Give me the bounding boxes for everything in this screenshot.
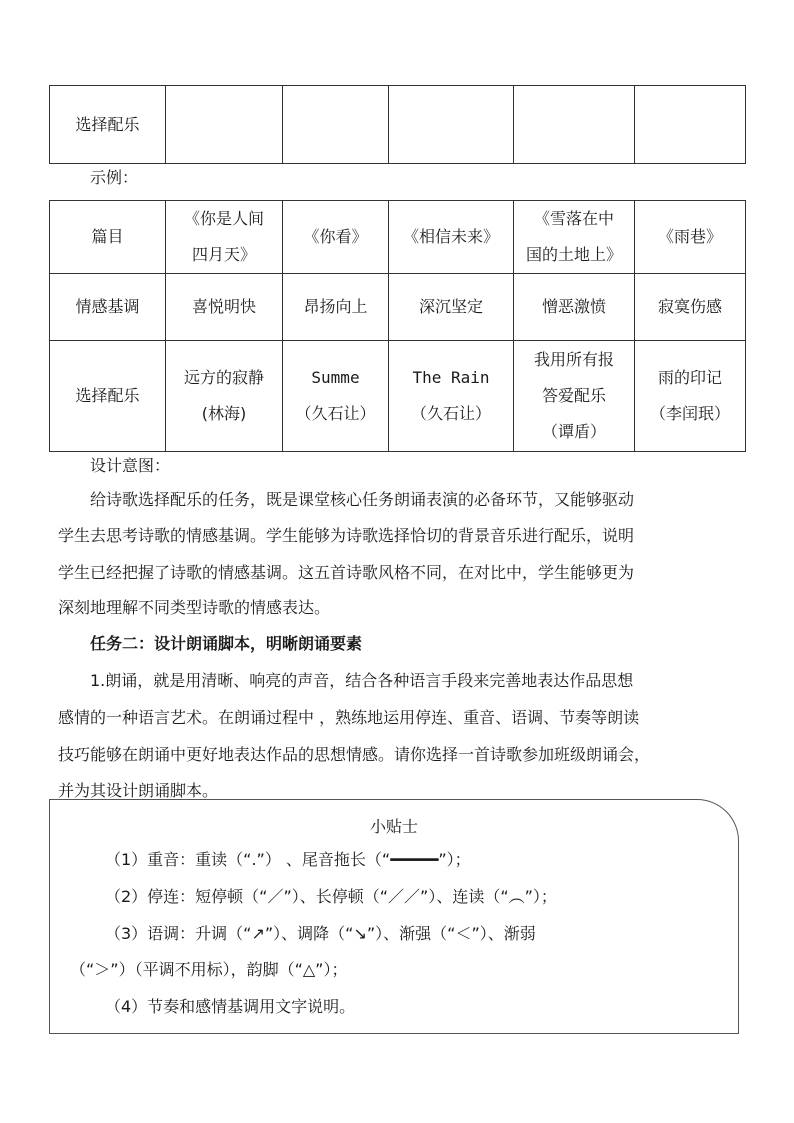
- table-cell: [389, 86, 514, 164]
- table-cell: 我用所有报 答爱配乐 （谭盾）: [514, 341, 635, 452]
- tips-box: [49, 799, 739, 1034]
- tip-line: （2）停连：短停顿（“／”）、长停顿（“／／”）、连读（“︵”）；: [105, 887, 557, 906]
- table-cell: 喜悦明快: [166, 274, 283, 341]
- table-cell: [514, 86, 635, 164]
- example-label: 示例：: [90, 168, 139, 187]
- table-row: [50, 274, 746, 341]
- table-row: [50, 341, 746, 452]
- table-cell: 《相信未来》: [389, 201, 514, 274]
- table-cell: The Rain （久石让）: [389, 341, 514, 452]
- paragraph-line: 学生去思考诗歌的情感基调。学生能够为诗歌选择恰切的背景音乐进行配乐，说明: [58, 526, 635, 545]
- row-label: 情感基调: [50, 274, 166, 341]
- tip-line: （3）语调：升调（“↗”）、调降（“↘”）、渐强（“＜”）、渐弱: [105, 924, 536, 943]
- paragraph-line: 感情的一种语言艺术。在朗诵过程中 ，熟练地运用停连、重音、语调、节奏等朗读: [58, 708, 640, 727]
- table-cell: 《雨巷》: [635, 201, 746, 274]
- paragraph-line: 1.朗诵，就是用清晰、响亮的声音，结合各种语言手段来完善地表达作品思想: [90, 671, 634, 690]
- paragraph-line: 深刻地理解不同类型诗歌的情感表达。: [58, 598, 331, 617]
- table-cell: 昂扬向上: [283, 274, 389, 341]
- table-cell: 远方的寂静 (林海): [166, 341, 283, 452]
- table-cell: Summe （久石让）: [283, 341, 389, 452]
- table-cell: 《雪落在中 国的土地上》: [514, 201, 635, 274]
- table-row: [50, 201, 746, 274]
- tip-line: （4）节奏和感情基调用文字说明。: [105, 997, 356, 1016]
- table-cell: 寂寞伤感: [635, 274, 746, 341]
- tip-line: （1）重音：重读（“.”） 、尾音拖长（“━━━━━”）；: [105, 850, 471, 869]
- top-table: [49, 85, 746, 164]
- table-cell: 《你是人间 四月天》: [166, 201, 283, 274]
- table-cell: 雨的印记 （李闰珉）: [635, 341, 746, 452]
- table-cell: 《你看》: [283, 201, 389, 274]
- row-label: 选择配乐: [50, 341, 166, 452]
- design-label: 设计意图：: [90, 456, 171, 475]
- tips-title: 小贴士: [369, 817, 418, 836]
- table-cell: 深沉坚定: [389, 274, 514, 341]
- table-cell: 憎恶激愤: [514, 274, 635, 341]
- paragraph-line: 学生已经把握了诗歌的情感基调。这五首诗歌风格不同，在对比中，学生能够更为: [58, 563, 635, 582]
- row-label: 篇目: [50, 201, 166, 274]
- table-cell: [166, 86, 283, 164]
- section-heading: 任务二：设计朗诵脚本，明晰朗诵要素: [90, 634, 363, 653]
- paragraph-line: 给诗歌选择配乐的任务，既是课堂核心任务朗诵表演的必备环节，又能够驱动: [90, 490, 635, 509]
- paragraph-line: 并为其设计朗诵脚本。: [58, 781, 219, 800]
- table-row: [50, 86, 746, 164]
- example-table: [49, 200, 746, 452]
- row-label: 选择配乐: [50, 86, 166, 164]
- paragraph-line: 技巧能够在朗诵中更好地表达作品的思想情感。请你选择一首诗歌参加班级朗诵会，: [58, 745, 651, 764]
- table-cell: [635, 86, 746, 164]
- tip-line: （“＞”）（平调不用标），韵脚（“△”）；: [70, 960, 348, 979]
- table-cell: [283, 86, 389, 164]
